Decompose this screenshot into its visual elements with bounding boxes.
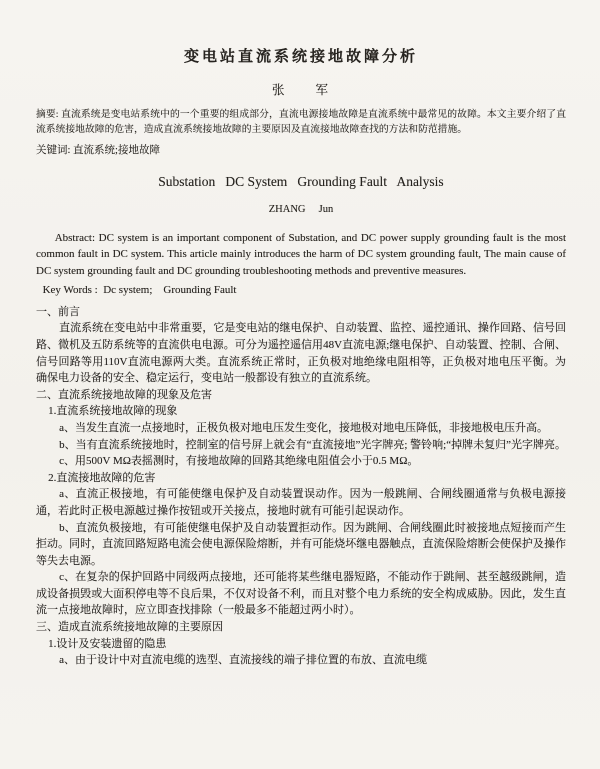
body-paragraph: 直流系统在变电站中非常重要，它是变电站的继电保护、自动装置、监控、遥控通讯、操作回路、信号回路、微机及五防系统等的直流供电电源。可分为遥控遥信用48V直流电源;继电保护、自动装置、控制、合闸、信号回路等用110V直流电源两大类。直流系统正常时，正负极对地绝缘电阻相等，正负极对地电压平衡。为确保电力设备的安全、稳定运行，变电站一般都设有独立的直流系统。: [36, 322, 566, 385]
body-paragraph: a、直流正极接地，有可能使继电保护及自动装置误动作。因为一般跳闸、合闸线圈通常与负极电源接通，若此时正极电源越过操作按钮或开关接点，接地时就有可能引起误动作。: [36, 488, 566, 517]
body-paragraph: a、由于设计中对直流电缆的选型、直流接线的端子排位置的布放、直流电缆: [59, 654, 427, 667]
body-paragraph: b、当有直流系统接地时，控制室的信号屏上就会有“直流接地”光字牌亮; 警铃响;“掉牌未复归”光字牌亮。: [59, 438, 566, 451]
keywords-chinese: 关键词: 直流系统;接地故障: [36, 145, 160, 157]
body-text: [36, 304, 566, 669]
keywords-english: Key Words : Dc system; Grounding Fault: [42, 283, 237, 296]
author-name-english: ZHANG Jun: [268, 204, 334, 216]
section-heading: 三、造成直流系统接地故障的主要原因: [36, 621, 223, 634]
section-heading: 一、前言: [36, 305, 80, 318]
abstract-chinese: 摘要: 直流系统是变电站系统中的一个重要的组成部分，直流电源接地故障是直流系统中最常见的故障。本文主要介绍了直流系统接地故障的危害，造成直流系统接地故障的主要原因及直流接地故障查找的方法和防范措施。: [36, 109, 566, 135]
body-paragraph: c、在复杂的保护回路中同级两点接地，还可能将某些继电器短路，不能动作于跳闸、甚至越级跳闸，造成设备损毁或大面积停电等不良后果，不仅对设备不利，而且对整个电力系统的安全构成威胁。因此，发生直流一点接地故障时，应立即查找排除（一般最多不能超过两小时）。: [36, 571, 566, 617]
section-heading: 二、直流系统接地故障的现象及危害: [36, 388, 212, 401]
subsection-heading: 1.直流系统接地故障的现象: [48, 405, 178, 418]
subsection-heading: 2.直流接地故障的危害: [48, 471, 156, 484]
body-paragraph: b、直流负极接地，有可能使继电保护及自动装置拒动作。因为跳闸、合闸线圈此时被接地点短接而产生拒动。同时，直流回路短路电流会使电源保险熔断，并有可能烧坏继电器触点，直流保险熔断会使保护及操作等失去电源。: [36, 521, 566, 567]
abstract-english: Abstract: DC system is an important component of Substation, and DC power supply grounding fault is the most common fault in DC system. This article mainly introduces the harm of DC system grounding fault, The main cause of DC system grounding fault and DC grounding troubleshooting methods and preventive measures.: [36, 232, 566, 277]
subsection-heading: 1.设计及安装遗留的隐患: [48, 637, 167, 650]
author-name-chinese: 张 军: [271, 83, 330, 97]
page-title: 变电站直流系统接地故障分析: [183, 49, 418, 65]
title-english: Substation DC System Grounding Fault Analysis: [158, 174, 444, 190]
body-paragraph: a、当发生直流一点接地时，正极负极对地电压发生变化，接地极对地电压降低，非接地极电压升高。: [59, 421, 548, 434]
body-paragraph: c、用500V MΩ表摇测时，有接地故障的回路其绝缘电阻值会小于0.5 MΩ。: [59, 455, 419, 468]
